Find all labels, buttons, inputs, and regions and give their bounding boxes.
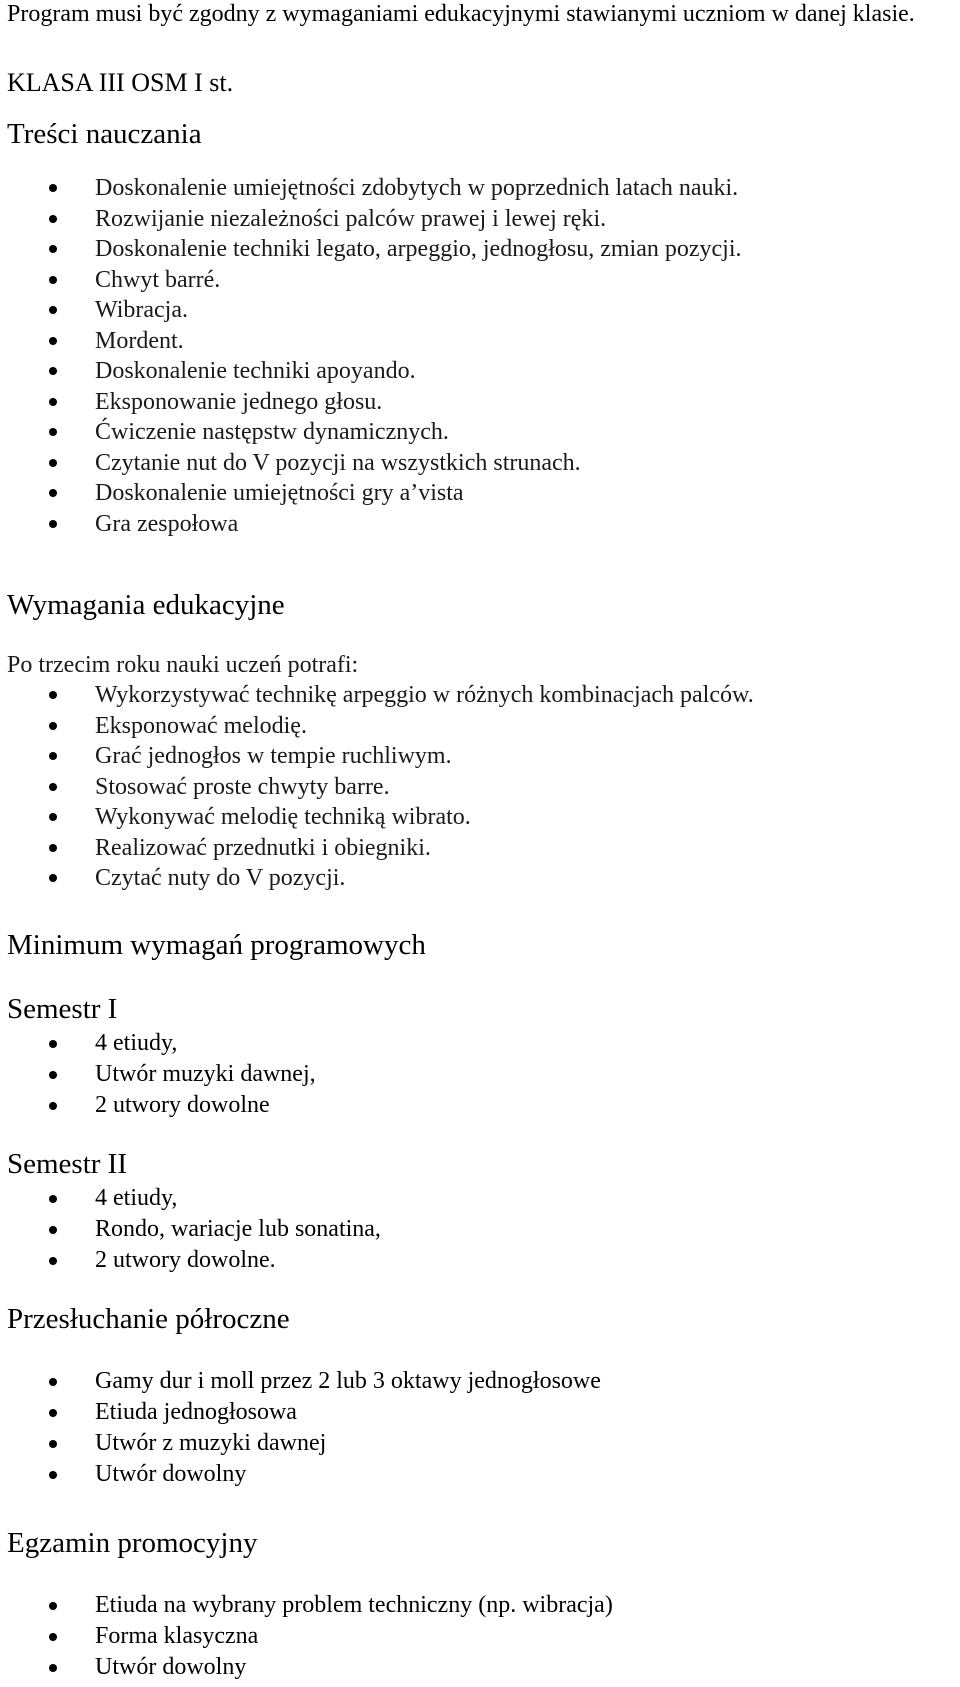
bullet-icon — [49, 783, 57, 791]
semestr1-heading: Semestr I — [7, 993, 118, 1025]
list-item: Doskonalenie techniki legato, arpeggio, jednogłosu, zmian pozycji. — [0, 234, 742, 265]
class-title: KLASA III OSM I st. — [7, 68, 234, 97]
list-item: Czytanie nut do V pozycji na wszystkich strunach. — [0, 448, 742, 479]
semestr2-heading: Semestr II — [7, 1148, 127, 1180]
bullet-icon — [49, 1602, 57, 1610]
list-item: Stosować proste chwyty barre. — [0, 772, 754, 803]
list-item: Etiuda jednogłosowa — [0, 1397, 601, 1428]
intro-text: Program musi być zgodny z wymaganiami edukacyjnymi stawianymi uczniom w danej klasie. — [7, 1, 915, 27]
minimum-heading: Minimum wymagań programowych — [7, 929, 426, 961]
bullet-icon — [49, 367, 57, 375]
list-item: Utwór dowolny — [0, 1652, 613, 1683]
list-item: Doskonalenie umiejętności zdobytych w poprzednich latach nauki. — [0, 173, 742, 204]
list-item: Realizować przednutki i obiegniki. — [0, 833, 754, 864]
bullet-icon — [49, 1195, 57, 1203]
bullet-icon — [49, 489, 57, 497]
bullet-icon — [49, 691, 57, 699]
list-item: Rozwijanie niezależności palców prawej i lewej ręki. — [0, 204, 742, 235]
list-item: 4 etiudy, — [0, 1028, 316, 1059]
bullet-icon — [49, 813, 57, 821]
wymagania-lead: Po trzecim roku nauki uczeń potrafi: — [7, 652, 359, 678]
bullet-icon — [49, 337, 57, 345]
list-item: 2 utwory dowolne. — [0, 1245, 381, 1276]
wymagania-list — [0, 680, 754, 894]
bullet-icon — [49, 1471, 57, 1479]
przesluchanie-heading: Przesłuchanie półroczne — [7, 1303, 290, 1335]
list-item: Chwyt barré. — [0, 265, 742, 296]
list-item: Wibracja. — [0, 295, 742, 326]
list-item: Grać jednogłos w tempie ruchliwym. — [0, 741, 754, 772]
list-item: Doskonalenie techniki apoyando. — [0, 356, 742, 387]
semestr2-list — [0, 1183, 381, 1276]
list-item: Gamy dur i moll przez 2 lub 3 oktawy jednogłosowe — [0, 1366, 601, 1397]
list-item: 4 etiudy, — [0, 1183, 381, 1214]
list-item: Doskonalenie umiejętności gry a’vista — [0, 478, 742, 509]
semestr1-list — [0, 1028, 316, 1121]
bullet-icon — [49, 1378, 57, 1386]
list-item: Utwór dowolny — [0, 1459, 601, 1490]
list-item: Rondo, wariacje lub sonatina, — [0, 1214, 381, 1245]
bullet-icon — [49, 276, 57, 284]
list-item: Czytać nuty do V pozycji. — [0, 863, 754, 894]
bullet-icon — [49, 1257, 57, 1265]
bullet-icon — [49, 184, 57, 192]
bullet-icon — [49, 306, 57, 314]
tresci-heading: Treści nauczania — [7, 118, 202, 150]
bullet-icon — [49, 1440, 57, 1448]
bullet-icon — [49, 245, 57, 253]
bullet-icon — [49, 1409, 57, 1417]
bullet-icon — [49, 874, 57, 882]
list-item: Eksponować melodię. — [0, 711, 754, 742]
bullet-icon — [49, 1226, 57, 1234]
bullet-icon — [49, 844, 57, 852]
wymagania-heading: Wymagania edukacyjne — [7, 589, 285, 621]
bullet-icon — [49, 520, 57, 528]
list-item: Ćwiczenie następstw dynamicznych. — [0, 417, 742, 448]
bullet-icon — [49, 1071, 57, 1079]
list-item: Eksponowanie jednego głosu. — [0, 387, 742, 418]
list-item: Mordent. — [0, 326, 742, 357]
bullet-icon — [49, 1102, 57, 1110]
bullet-icon — [49, 215, 57, 223]
list-item: Wykonywać melodię techniką wibrato. — [0, 802, 754, 833]
list-item: Forma klasyczna — [0, 1621, 613, 1652]
list-item: Wykorzystywać technikę arpeggio w różnych kombinacjach palców. — [0, 680, 754, 711]
list-item: 2 utwory dowolne — [0, 1090, 316, 1121]
list-item: Utwór muzyki dawnej, — [0, 1059, 316, 1090]
egzamin-list — [0, 1590, 613, 1683]
bullet-icon — [49, 722, 57, 730]
bullet-icon — [49, 428, 57, 436]
bullet-icon — [49, 1040, 57, 1048]
bullet-icon — [49, 1664, 57, 1672]
bullet-icon — [49, 1633, 57, 1641]
list-item: Etiuda na wybrany problem techniczny (np. wibracja) — [0, 1590, 613, 1621]
przesluchanie-list — [0, 1366, 601, 1490]
list-item: Gra zespołowa — [0, 509, 742, 540]
bullet-icon — [49, 398, 57, 406]
list-item: Utwór z muzyki dawnej — [0, 1428, 601, 1459]
bullet-icon — [49, 459, 57, 467]
tresci-list — [0, 173, 742, 539]
bullet-icon — [49, 752, 57, 760]
egzamin-heading: Egzamin promocyjny — [7, 1527, 258, 1559]
